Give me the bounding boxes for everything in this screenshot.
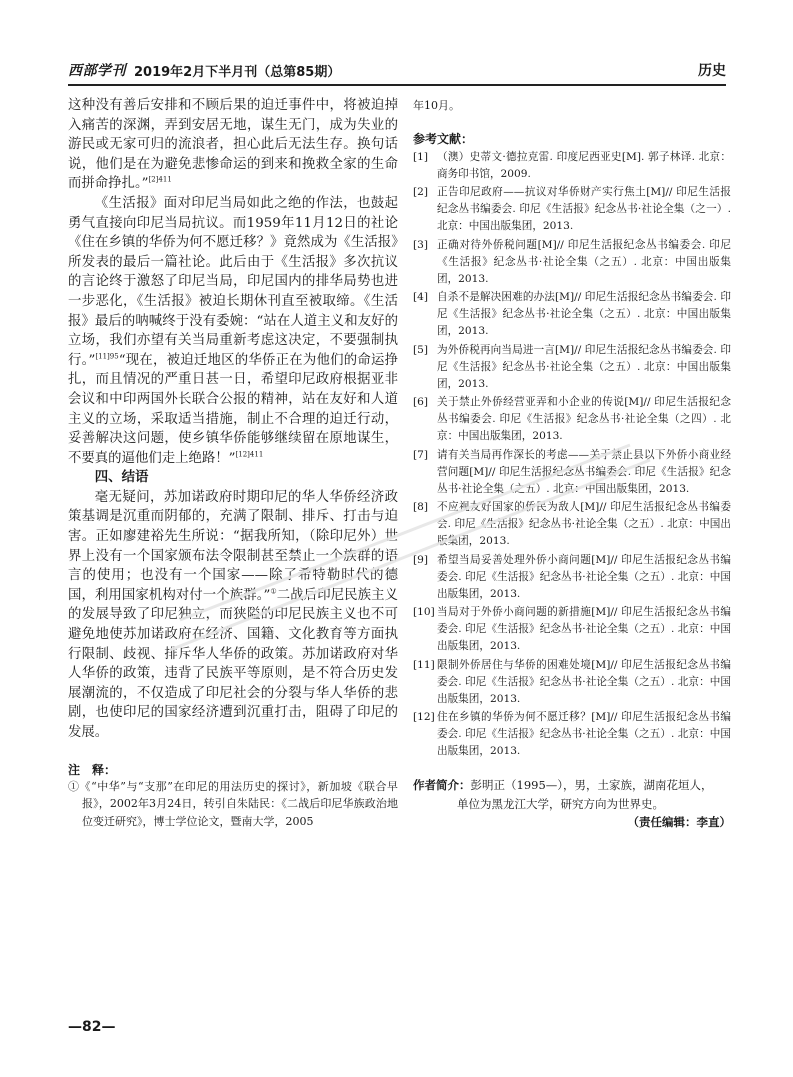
references-title: 参考文献： xyxy=(413,131,474,146)
reference-item xyxy=(413,447,731,498)
paragraph: 毫无疑问，苏加诺政府时期印尼的华人华侨经济政策基调是沉重而阴郁的，充满了限制、排斥、打击与迫害。正如廖建裕先生所说：“据我所知，（除印尼外）世界上没有一个国家颁布法令限制甚至禁止一个族群的语言的使用；也没有一个国家——除了希特勒时代的德国，利用国家机构对付一个族群。”①二战后印尼民族主义的发展导致了印尼独立，而狭隘的印尼民族主义也不可避免地使苏加诺政府在经济、国籍、文化教育等方面执行限制、歧视、排斥华人华侨的政策。苏加诺政府对华人华侨的政策，违背了民族平等原则，是不符合历史发展潮流的，不仅造成了印尼社会的分裂与华人华侨的悲剧，也使印尼的国家经济遭到沉重打击，阻碍了印尼的发展。 xyxy=(68,489,398,740)
reference-item xyxy=(413,499,731,550)
page-number: —82— xyxy=(68,1019,116,1035)
responsible-editor: （责任编辑：李直） xyxy=(627,815,731,830)
reference-text: （澳）史蒂文·德拉克雷. 印度尼西亚史[M]. 郭子林译. 北京：商务印书馆，2009. xyxy=(437,150,731,180)
reference-number: [4] xyxy=(413,291,429,304)
reference-text: 请有关当局再作深长的考虑——关于禁止县以下外侨小商业经营问题[M]// 印尼生活报纪念丛书编委会. 印尼《生活报》纪念丛书·社论全集（之五）. 北京：中国出版集团，2013. xyxy=(437,448,731,495)
right-column xyxy=(413,96,731,830)
page-header xyxy=(68,58,726,80)
reference-number: [2] xyxy=(413,186,429,199)
reference-number: [12] xyxy=(413,711,435,724)
reference-text: 自杀不是解决困难的办法[M]// 印尼生活报纪念丛书编委会. 印尼《生活报》纪念丛书·社论全集（之五）. 北京：中国出版集团，2013. xyxy=(437,291,731,338)
reference-text: 限制外侨居住与华侨的困难处境[M]// 印尼生活报纪念丛书编委会. 印尼《生活报》纪念丛书·社论全集（之五）. 北京：中国出版集团，2013. xyxy=(437,658,731,705)
journal-logo: 西部学刊 xyxy=(68,63,126,79)
bio-label: 作者简介： xyxy=(413,778,471,793)
reference-text: 为外侨税再向当局进一言[M]// 印尼生活报纪念丛书编委会. 印尼《生活报》纪念丛书·社论全集（之五）. 北京：中国出版集团，2013. xyxy=(437,343,731,390)
reference-number: [8] xyxy=(413,501,429,514)
reference-number: [11] xyxy=(413,658,435,671)
reference-item xyxy=(413,394,731,445)
reference-list xyxy=(413,149,731,761)
reference-item xyxy=(413,237,731,288)
reference-item xyxy=(413,342,731,393)
reference-number: [7] xyxy=(413,448,429,461)
reference-number: [3] xyxy=(413,238,429,251)
left-column xyxy=(68,96,398,830)
issue-info: 2019年2月下半月刊（总第85期） xyxy=(134,65,341,80)
citation[interactable]: [12]411 xyxy=(235,450,264,459)
reference-number: [6] xyxy=(413,396,429,409)
reference-number: [9] xyxy=(413,553,429,566)
reference-text: 住在乡镇的华侨为何不愿迁移？[M]// 印尼生活报纪念丛书编委会. 印尼《生活报》纪念丛书·社论全集（之五）. 北京：中国出版集团，2013. xyxy=(437,711,731,758)
reference-item xyxy=(413,604,731,655)
reference-text: 正告印尼政府——抗议对华侨财产实行焦土[M]// 印尼生活报纪念丛书编委会. 印尼《生活报》纪念丛书·社论全集（之一）. 北京：中国出版集团，2013. xyxy=(437,186,731,233)
header-rule xyxy=(68,84,726,86)
paragraph: 《生活报》面对印尼当局如此之绝的作法，也鼓起勇气直接向印尼当局抗议。而1959年11月12日的社论《住在乡镇的华侨为何不愿迁移？》竟然成为《生活报》所发表的最后一篇社论。此后由于《生活报》多次抗议的言论终于激怒了印尼当局，印尼国内的排华局势也进一步恶化，《生活报》被迫长期休刊直至被取缔。《生活报》最后的呐喊终于没有委婉：“站在人道主义和友好的立场，我们亦望有关当局重新考虑这决定，不要强制执行。”$^{[11]95}$“现在，被迫迁地区的华侨正在为他们的命运挣扎，而且情况的严重日甚一日，希望印尼政府根据亚非会议和中印两国外长联合公报的精神，站在友好和人道主义的立场，采取适当措施，制止不合理的迫迁行动，妥善解决这问题，使乡镇华侨能够继续留在原地谋生，不要真的逼他们走上绝路！”$^{[12]411}$ xyxy=(68,195,398,466)
reference-item xyxy=(413,709,731,760)
note-continuation: 年10月。 xyxy=(413,99,460,112)
paragraph: 这种没有善后安排和不顾后果的迫迁事件中，将被迫掉入痛苦的深渊，弄到安居无地，谋生无门，成为失业的游民或无家可归的流浪者，担心此后无法生存。换句话说，他们是在为避免悲惨命运的到来和挽救全家的生命而拼命挣扎。”$^{[2]411}$ xyxy=(68,98,398,192)
reference-item xyxy=(413,289,731,340)
reference-item xyxy=(413,184,731,235)
reference-number: [1] xyxy=(413,150,429,163)
footnote-marker[interactable]: ① xyxy=(270,587,277,596)
citation[interactable]: [2]411 xyxy=(148,175,172,184)
citation[interactable]: [11]95 xyxy=(95,352,119,361)
bio-line: 彭明正（1995—），男，土家族，湖南花垣人， xyxy=(470,778,713,793)
reference-item xyxy=(413,149,731,183)
section-title: 历史 xyxy=(698,63,726,79)
reference-item xyxy=(413,657,731,708)
notes-title: 注 释： xyxy=(68,762,117,777)
author-bio xyxy=(413,776,731,814)
reference-text: 不应视友好国家的侨民为敌人[M]// 印尼生活报纪念丛书编委会. 印尼《生活报》纪念丛书·社论全集（之五）. 北京：中国出版集团，2013. xyxy=(437,501,731,548)
reference-number: [5] xyxy=(413,343,429,356)
reference-item xyxy=(413,552,731,603)
bio-line: 单位为黑龙江大学，研究方向为世界史。 xyxy=(457,797,664,812)
reference-number: [10] xyxy=(413,606,435,619)
footnote: ①《“中华”与“支那”在印尼的用法历史的探讨》，新加坡《联合早报》，2002年3月24日，转引自朱陆民：《二战后印尼华族政治地位变迁研究》，博士学位论文，暨南大学，2005 xyxy=(68,779,398,828)
section-heading: 四、结语 xyxy=(94,470,149,486)
reference-text: 正确对待外侨税问题[M]// 印尼生活报纪念丛书编委会. 印尼《生活报》纪念丛书·社论全集（之五）. 北京：中国出版集团，2013. xyxy=(437,238,731,285)
reference-text: 当局对于外侨小商问题的新措施[M]// 印尼生活报纪念丛书编委会. 印尼《生活报》纪念丛书·社论全集（之五）. 北京：中国出版集团，2013. xyxy=(437,606,731,653)
reference-text: 关于禁止外侨经营亚弄和小企业的传说[M]// 印尼生活报纪念丛书编委会. 印尼《生活报》纪念丛书·社论全集（之四）. 北京：中国出版集团，2013. xyxy=(437,396,731,443)
reference-text: 希望当局妥善处理外侨小商问题[M]// 印尼生活报纪念丛书编委会. 印尼《生活报》纪念丛书·社论全集（之五）. 北京：中国出版集团，2013. xyxy=(437,553,731,600)
